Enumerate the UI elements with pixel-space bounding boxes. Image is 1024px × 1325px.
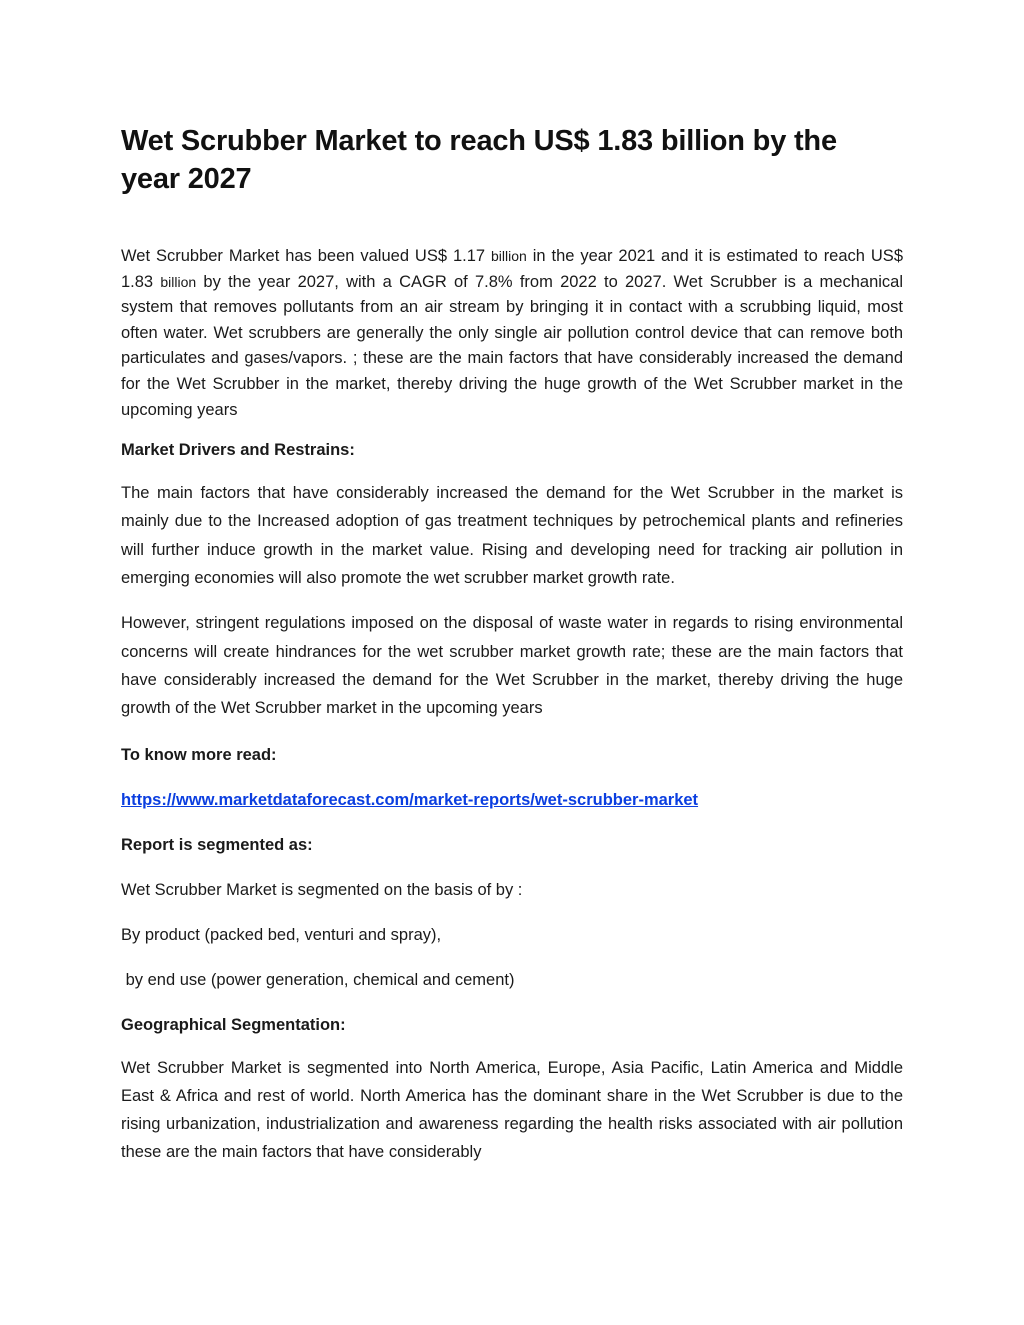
read-more-heading: To know more read:	[121, 745, 277, 764]
segmentation-heading: Report is segmented as:	[121, 835, 313, 854]
segmentation-line-2: By product (packed bed, venturi and spray),	[121, 925, 442, 944]
geography-paragraph: Wet Scrubber Market is segmented into North America, Europe, Asia Pacific, Latin America and Middle East & Africa and rest of world. North America has the dominant share in the Wet Scrubber is due to the rising urbanization, industrialization and awareness regarding the health risks associated with air pollution these are the main factors that have considerably	[121, 1058, 903, 1162]
drivers-heading: Market Drivers and Restrains:	[121, 441, 355, 460]
intro-paragraph	[121, 244, 903, 423]
intro-text-3: by the year 2027, with a CAGR of 7.8% from 2022 to 2027. Wet Scrubber is a mechanical system that removes pollutants from an air stream by bringing it in contact with a scrubbing liquid, most often water. Wet scrubbers are generally the only single air pollution control device that can remove both particulates and gases/vapors. ; these are the main factors that have considerably increased the demand for the Wet Scrubber in the market, thereby driving the huge growth of the Wet Scrubber market in the upcoming years	[121, 272, 904, 419]
segmentation-line-3: by end use (power generation, chemical and cement)	[121, 970, 515, 989]
segmentation-line-1: Wet Scrubber Market is segmented on the basis of by :	[121, 880, 523, 899]
intro-unit-2: billion	[160, 273, 197, 290]
intro-unit-1: billion	[491, 248, 527, 264]
geography-heading: Geographical Segmentation:	[121, 1015, 346, 1034]
drivers-paragraph-1: The main factors that have considerably increased the demand for the Wet Scrubber in the market is mainly due to the Increased adoption of gas treatment techniques by petrochemical plants and refineries will further induce growth in the market value. Rising and developing need for tracking air pollution in emerging economies will also promote the wet scrubber market growth rate.	[121, 484, 903, 588]
document-page	[121, 122, 903, 1167]
intro-text-2: in the year 2021 and it is estimated to reach US$ 1.83	[121, 247, 903, 291]
report-link[interactable]: https://www.marketdataforecast.com/market-reports/wet-scrubber-market	[121, 790, 699, 809]
read-more-link-line	[121, 789, 903, 811]
drivers-paragraph-2: However, stringent regulations imposed on the disposal of waste water in regards to rising environmental concerns will create hindrances for the wet scrubber market growth rate; these are the main factors that have considerably increased the demand for the Wet Scrubber in the market, thereby driving the huge growth of the Wet Scrubber market in the upcoming years	[121, 614, 903, 718]
intro-text-1: Wet Scrubber Market has been valued US$ 1.17	[121, 247, 491, 265]
page-title: Wet Scrubber Market to reach US$ 1.83 billion by the year 2027	[121, 125, 837, 195]
